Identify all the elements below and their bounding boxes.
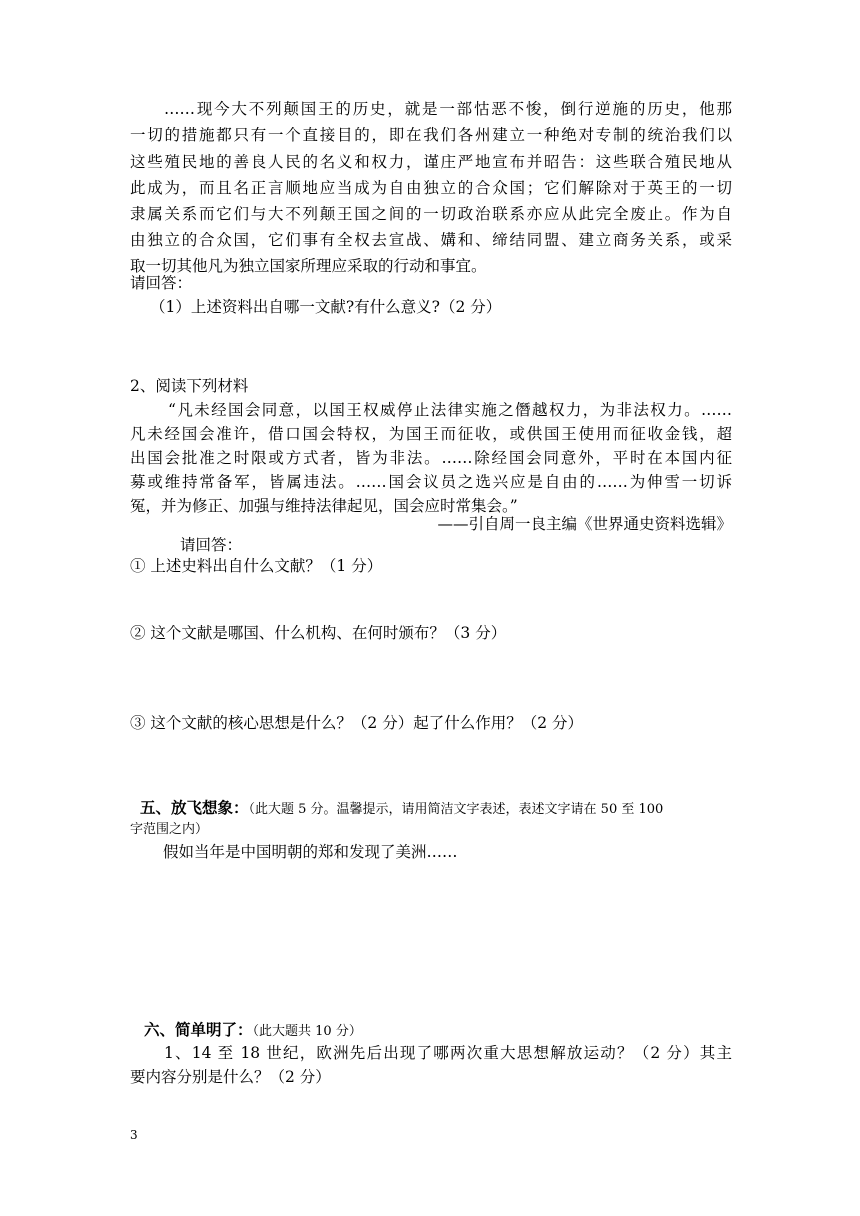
answer-prompt: 请回答： xyxy=(180,536,243,554)
passage-line: 出国会批准之时限或方式者，皆为非法。……除经国会同意外，平时在本国内征 xyxy=(130,449,732,467)
question-text: ③ 这个文献的核心思想是什么？（2 分）起了什么作用？（2 分） xyxy=(130,714,584,732)
passage-line: “凡未经国会同意，以国王权威停止法律实施之僭越权力，为非法权力。…… xyxy=(168,401,732,419)
section-note: 字范围之内） xyxy=(130,822,209,837)
page-number: 3 xyxy=(130,1128,138,1142)
section-prompt: 假如当年是中国明朝的郑和发现了美洲…… xyxy=(163,843,458,861)
citation-source: ——引自周一良主编《世界通史资料选辑》 xyxy=(437,515,732,533)
question-text: ① 上述史料出自什么文献？（1 分） xyxy=(130,557,383,575)
question-heading: 2、阅读下列材料 xyxy=(130,377,249,395)
section-note: （此大题 5 分。温馨提示，请用简洁文字表述，表述文字请在 50 至 100 xyxy=(248,802,664,817)
question-text: （1）上述资料出自哪一文献?有什么意义?（2 分） xyxy=(150,298,502,316)
section-note: （此大题共 10 分） xyxy=(252,1024,362,1039)
section-title: 六、简单明了： xyxy=(144,1020,253,1039)
question-text: ② 这个文献是哪国、什么机构、在何时颁布？（3 分） xyxy=(130,624,507,642)
section-title: 五、放飞想象： xyxy=(140,798,249,817)
passage-line: 这些殖民地的善良人民的名义和权力，谨庄严地宣布并昭告：这些联合殖民地从 xyxy=(130,153,732,171)
passage-line: 此成为，而且名正言顺地应当成为自由独立的合众国；它们解除对于英王的一切 xyxy=(130,179,732,197)
question-text: 1、14 至 18 世纪，欧洲先后出现了哪两次重大思想解放运动？（2 分）其主 xyxy=(164,1044,732,1062)
passage-line: 凡未经国会准许，借口国会特权，为国王而征收，或供国王使用而征收金钱，超 xyxy=(130,425,732,443)
passage-line: ……现今大不列颠国王的历史，就是一部怙恶不悛，倒行逆施的历史，他那 xyxy=(164,100,732,118)
question-text: 要内容分别是什么？（2 分） xyxy=(130,1068,331,1086)
answer-prompt: 请回答： xyxy=(130,274,193,292)
passage-line: 一切的措施都只有一个直接目的，即在我们各州建立一种绝对专制的统治我们以 xyxy=(130,126,732,144)
passage-line: 隶属关系而它们与大不列颠王国之间的一切政治联系亦应从此完全废止。作为自 xyxy=(130,205,732,223)
passage-line: 冤，并为修正、加强与维持法律起见，国会应时常集会。” xyxy=(130,497,518,515)
passage-line: 募或维持常备军，皆属违法。……国会议员之选兴应是自由的……为伸雪一切诉 xyxy=(130,473,732,491)
passage-line: 取一切其他凡为独立国家所理应采取的行动和事宜。 xyxy=(130,257,487,275)
passage-line: 由独立的合众国，它们事有全权去宣战、媾和、缔结同盟、建立商务关系，或采 xyxy=(130,231,732,249)
